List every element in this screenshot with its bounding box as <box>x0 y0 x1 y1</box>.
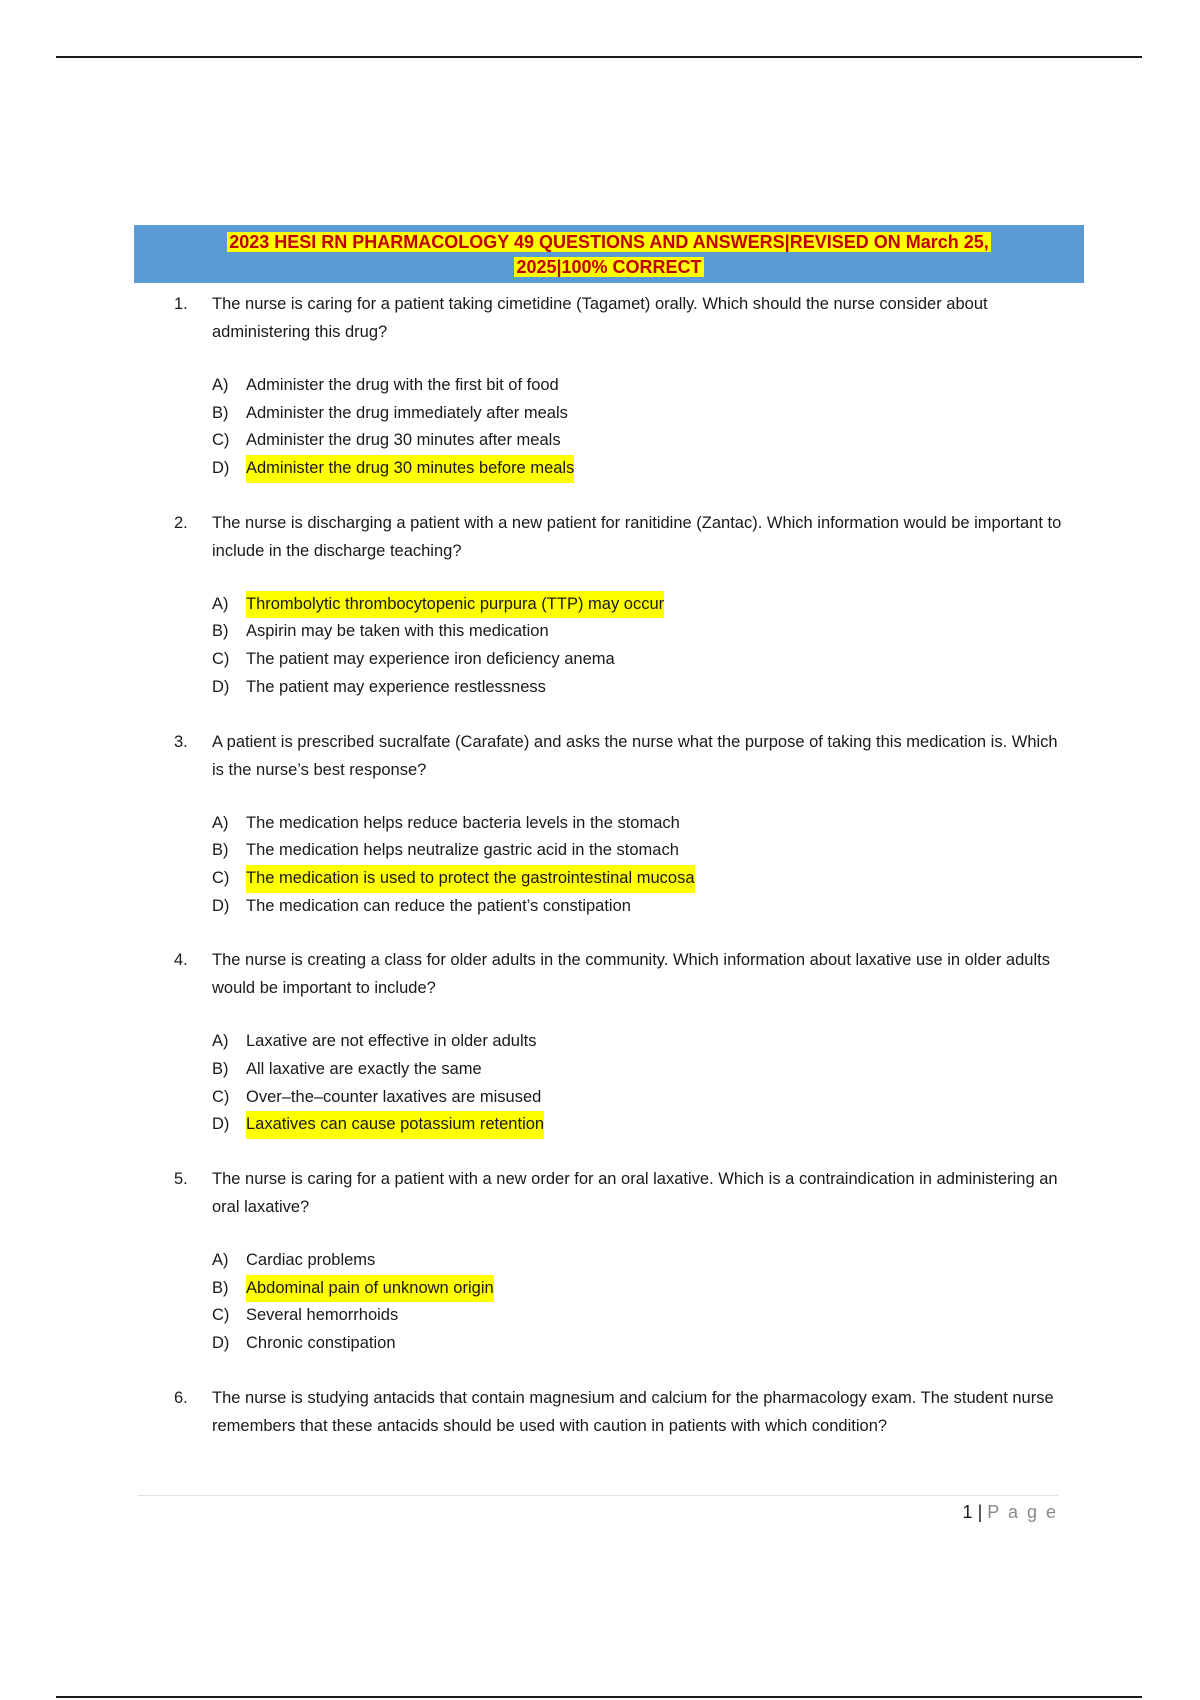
question-stem <box>174 728 1074 784</box>
option-letter: B) <box>212 403 229 422</box>
option-text: The medication can reduce the patient’s constipation <box>246 896 631 915</box>
option-letter: A) <box>212 376 229 394</box>
option-letter: D) <box>212 1115 230 1134</box>
question-text: The nurse is studying antacids that contain magnesium and calcium for the pharmacology exam. The student nurse remembers that these antacids should be used with caution in patients with which condition? <box>212 1388 1054 1435</box>
answer-option <box>212 674 1074 702</box>
option-letter: C) <box>212 1087 230 1106</box>
page-footer <box>963 1500 1058 1524</box>
document-title <box>134 225 1084 283</box>
option-text: The patient may experience restlessness <box>246 677 546 696</box>
option-text: Abdominal pain of unknown origin <box>246 1275 494 1303</box>
option-letter: C) <box>212 650 230 669</box>
answer-options <box>212 372 1074 483</box>
title-line-2: 2025|100% CORRECT <box>516 257 702 277</box>
option-text: Laxative are not effective in older adults <box>246 1032 537 1051</box>
option-letter: D) <box>212 459 230 478</box>
option-letter: A) <box>212 594 229 613</box>
option-letter: D) <box>212 896 230 915</box>
question-text: The nurse is discharging a patient with a new patient for ranitidine (Zantac). Which information would be important to include in the discharge teaching? <box>212 513 1062 560</box>
option-text: Administer the drug 30 minutes before meals <box>246 455 574 483</box>
answer-option <box>212 837 1074 865</box>
question-stem <box>174 1384 1074 1440</box>
option-text: Cardiac problems <box>246 1251 376 1269</box>
question-text: The nurse is creating a class for older adults in the community. Which information about laxative use in older adults would be important to include? <box>212 951 1050 998</box>
option-letter: B) <box>212 1059 229 1078</box>
question-2 <box>174 509 1074 702</box>
answer-option <box>212 618 1074 646</box>
question-text: The nurse is caring for a patient with a new order for an oral laxative. Which is a contraindication in administering an oral laxative? <box>212 1170 1058 1216</box>
question-stem <box>174 509 1074 565</box>
page-label: P a g e <box>987 1502 1058 1522</box>
question-1 <box>174 290 1074 483</box>
question-number: 4. <box>174 951 188 970</box>
answer-option <box>212 1028 1074 1056</box>
option-text: Over–the–counter laxatives are misused <box>246 1087 542 1106</box>
answer-options <box>212 810 1074 921</box>
option-text: Administer the drug with the first bit of food <box>246 376 559 394</box>
question-stem <box>174 946 1074 1002</box>
question-number: 5. <box>174 1170 188 1188</box>
option-letter: A) <box>212 813 229 832</box>
option-text: Administer the drug 30 minutes after meals <box>246 431 561 450</box>
question-text: A patient is prescribed sucralfate (Carafate) and asks the nurse what the purpose of taking this medication is. Which is the nurse’s best response? <box>212 732 1058 779</box>
answer-option <box>212 372 1074 400</box>
question-stem <box>174 290 1074 346</box>
answer-option <box>212 1247 1074 1275</box>
answer-option <box>212 646 1074 674</box>
answer-option <box>212 1302 1074 1330</box>
option-text: Laxatives can cause potassium retention <box>246 1111 544 1139</box>
answer-option <box>212 1056 1074 1084</box>
answer-option <box>212 591 1074 619</box>
title-line-1: 2023 HESI RN PHARMACOLOGY 49 QUESTIONS AND ANSWERS|REVISED ON March 25, <box>229 232 989 252</box>
question-number: 3. <box>174 732 188 751</box>
question-4 <box>174 946 1074 1139</box>
option-text: The medication is used to protect the gastrointestinal mucosa <box>246 865 695 893</box>
question-6 <box>174 1384 1074 1440</box>
bottom-rule <box>56 1696 1142 1698</box>
answer-option <box>212 1084 1074 1112</box>
question-number: 1. <box>174 295 188 313</box>
option-letter: C) <box>212 431 230 450</box>
option-text: Aspirin may be taken with this medication <box>246 622 549 641</box>
option-text: The medication helps neutralize gastric acid in the stomach <box>246 841 679 860</box>
answer-option <box>212 455 1074 483</box>
question-5 <box>174 1165 1074 1358</box>
option-text: Administer the drug immediately after meals <box>246 403 568 422</box>
option-letter: B) <box>212 841 229 860</box>
top-rule <box>56 56 1142 58</box>
option-text: The patient may experience iron deficiency anema <box>246 650 615 669</box>
option-text: Several hemorrhoids <box>246 1306 399 1325</box>
option-letter: C) <box>212 1306 230 1325</box>
option-letter: C) <box>212 868 230 887</box>
option-text: All laxative are exactly the same <box>246 1059 482 1078</box>
question-stem <box>174 1165 1074 1221</box>
footer-divider <box>138 1495 1058 1496</box>
option-letter: A) <box>212 1251 229 1269</box>
option-text: Thrombolytic thrombocytopenic purpura (TTP) may occur <box>246 591 664 619</box>
answer-option <box>212 865 1074 893</box>
answer-option <box>212 400 1074 428</box>
question-number: 2. <box>174 513 188 532</box>
answer-option <box>212 427 1074 455</box>
page-separator: | <box>977 1502 983 1522</box>
answer-option <box>212 893 1074 921</box>
answer-options <box>212 1247 1074 1358</box>
question-3 <box>174 728 1074 921</box>
option-letter: B) <box>212 622 229 641</box>
question-number: 6. <box>174 1388 188 1407</box>
question-text: The nurse is caring for a patient taking cimetidine (Tagamet) orally. Which should the nurse consider about administering this drug? <box>212 295 988 341</box>
option-letter: A) <box>212 1032 229 1051</box>
page-number: 1 <box>962 1502 973 1522</box>
question-list <box>174 290 1074 1466</box>
answer-options <box>212 591 1074 702</box>
option-text: The medication helps reduce bacteria levels in the stomach <box>246 813 680 832</box>
answer-option <box>212 1275 1074 1303</box>
option-text: Chronic constipation <box>246 1334 396 1353</box>
answer-option <box>212 810 1074 838</box>
option-letter: B) <box>212 1278 229 1297</box>
answer-option <box>212 1111 1074 1139</box>
answer-options <box>212 1028 1074 1139</box>
answer-option <box>212 1330 1074 1358</box>
option-letter: D) <box>212 677 230 696</box>
option-letter: D) <box>212 1334 230 1353</box>
